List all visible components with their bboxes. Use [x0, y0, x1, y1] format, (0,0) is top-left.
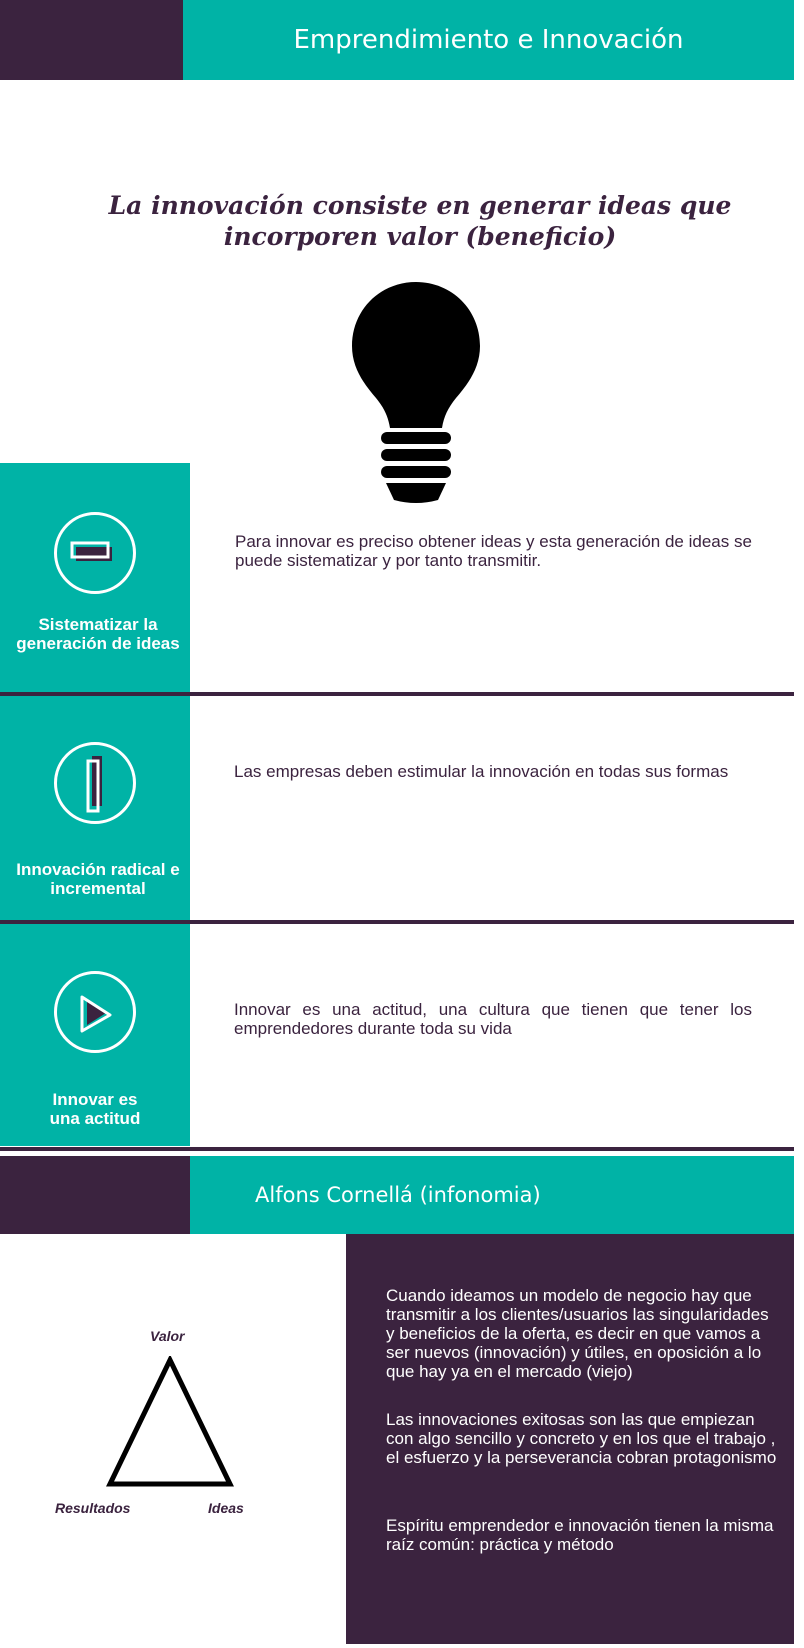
lightbulb-icon [350, 280, 482, 506]
row-1-text: Para innovar es preciso obtener ideas y esta generación de ideas se puede sistematizar y por tanto transmitir. [235, 532, 752, 570]
row-1-label: Sistematizar la generación de ideas [16, 615, 180, 653]
row-3-label: Innovar es una actitud [49, 1090, 141, 1128]
triangle-diagram [106, 1356, 236, 1488]
triangle-label-left: Resultados [55, 1500, 131, 1516]
row-2-label: Innovación radical e incremental [16, 860, 180, 898]
divider-3 [0, 1147, 794, 1151]
section2-banner [190, 1156, 794, 1234]
row-3-text: Innovar es una actitud, una cultura que tienen que tener los emprendedores durante toda su vida [234, 1000, 752, 1038]
header-accent [0, 0, 183, 80]
section2-title: Alfons Cornellá (infonomia) [255, 1183, 541, 1207]
row-2-text: Las empresas deben estimular la innovación en todas sus formas [234, 762, 729, 781]
headline: La innovación consiste en generar ideas que incorporen valor (beneficio) [108, 191, 732, 251]
paragraph-3: Espíritu emprendedor e innovación tienen la misma raíz común: práctica y método [386, 1516, 774, 1554]
triangle-label-top: Valor [150, 1328, 185, 1344]
paragraph-1: Cuando ideamos un modelo de negocio hay que transmitir a los clientes/usuarios las singularidades y beneficios de la oferta, es decir en que vamos a ser nuevos (innovación) y útiles, en oposición a lo que hay ya en el mercado (viejo) [386, 1286, 769, 1381]
triangle-label-right: Ideas [208, 1500, 244, 1516]
section2-accent [0, 1156, 190, 1234]
page-title: Emprendimiento e Innovación [293, 25, 684, 55]
paragraph-2: Las innovaciones exitosas son las que empiezan con algo sencillo y concreto y en los que el trabajo , el esfuerzo y la perseverancia cobran protagonismo [386, 1410, 777, 1467]
play-icon [54, 971, 136, 1053]
dash-icon [54, 512, 136, 594]
header-banner [183, 0, 794, 80]
bar-icon [54, 742, 136, 824]
